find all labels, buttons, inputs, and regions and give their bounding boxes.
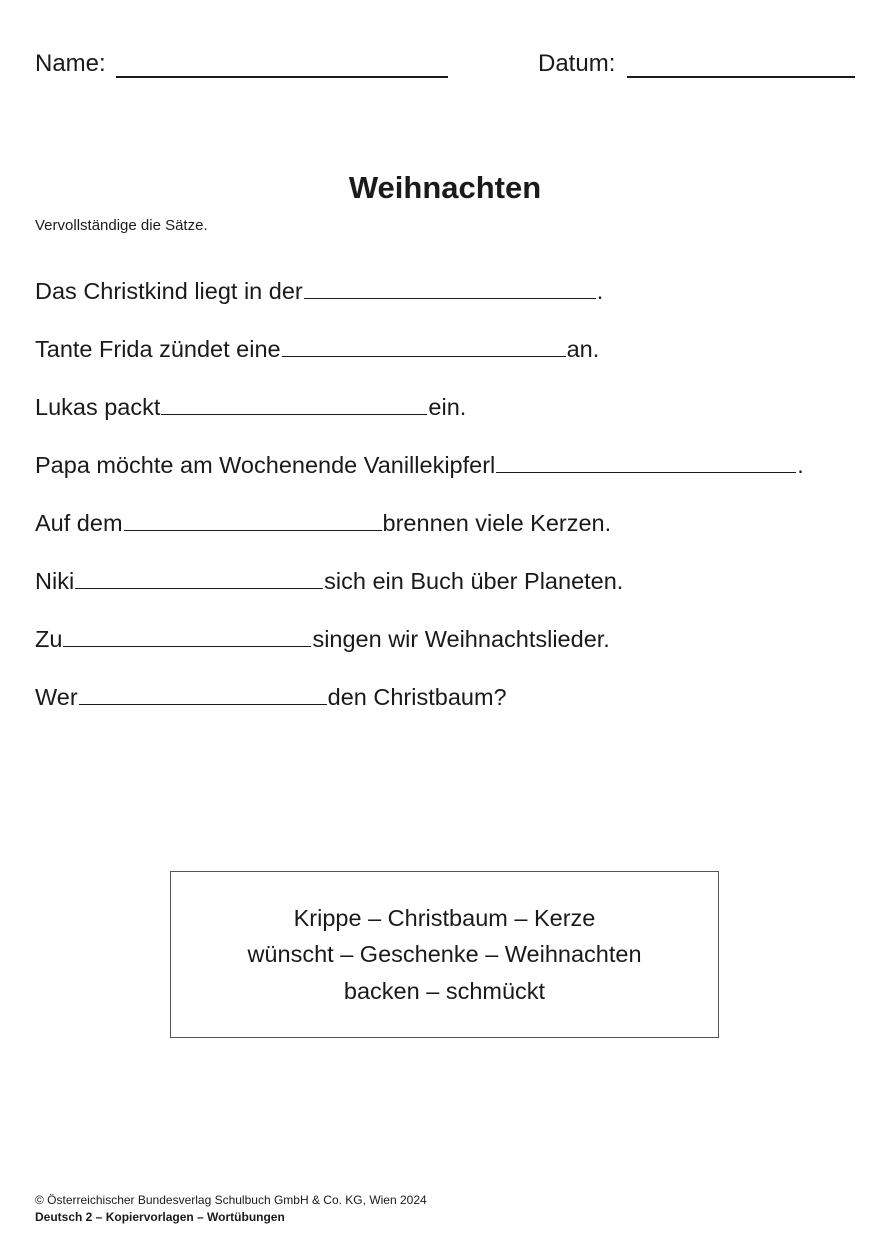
answer-blank-7[interactable] [63, 645, 311, 647]
date-label: Datum: [538, 50, 616, 77]
sentence-text-before: Wer [35, 684, 78, 710]
sentence-text-after: singen wir Weihnachtslieder. [312, 626, 610, 652]
sentence-text-before: Papa möchte am Wochenende Vanillekipferl [35, 452, 496, 478]
sentence-text-before: Zu [35, 626, 63, 652]
name-field[interactable] [116, 76, 448, 78]
sentence-text-before: Das Christkind liegt in der [35, 278, 303, 304]
sentence-text-after: den Christbaum? [327, 684, 507, 710]
sentence-text-before: Niki [35, 568, 75, 594]
footer-series: Deutsch 2 – Kopiervorlagen – Wortübungen [35, 1210, 285, 1224]
sentence-2 [35, 336, 599, 363]
word-bank-line: backen – schmückt [343, 977, 546, 1004]
answer-blank-1[interactable] [304, 297, 596, 299]
sentence-text-before: Lukas packt [35, 394, 161, 420]
answer-blank-5[interactable] [124, 529, 382, 531]
sentence-1 [35, 278, 603, 305]
answer-blank-8[interactable] [79, 703, 327, 705]
word-bank-line: Krippe – Christbaum – Kerze [293, 904, 596, 931]
sentence-6 [35, 568, 623, 595]
footer-copyright: © Österreichischer Bundesverlag Schulbuch GmbH & Co. KG, Wien 2024 [35, 1193, 427, 1207]
date-field[interactable] [627, 76, 855, 78]
worksheet-instruction: Vervollständige die Sätze. [35, 217, 208, 234]
sentence-5 [35, 510, 611, 537]
sentence-text-before: Tante Frida zündet eine [35, 336, 281, 362]
word-bank-box [170, 871, 719, 1038]
sentence-text-after: sich ein Buch über Planeten. [324, 568, 624, 594]
sentence-3 [35, 394, 466, 421]
name-label: Name: [35, 50, 106, 77]
sentence-4 [35, 452, 804, 479]
sentence-text-after: ein. [428, 394, 467, 420]
answer-blank-2[interactable] [282, 355, 566, 357]
sentence-8 [35, 684, 507, 711]
word-bank-line: wünscht – Geschenke – Weihnachten [247, 941, 642, 968]
worksheet-title: Weihnachten [348, 170, 542, 205]
answer-blank-6[interactable] [75, 587, 323, 589]
sentence-text-before: Auf dem [35, 510, 123, 536]
sentence-7 [35, 626, 610, 653]
sentence-text-after: . [596, 278, 604, 304]
answer-blank-4[interactable] [496, 471, 796, 473]
answer-blank-3[interactable] [161, 413, 427, 415]
sentence-text-after: . [797, 452, 804, 478]
sentence-text-after: an. [566, 336, 600, 362]
sentence-text-after: brennen viele Kerzen. [382, 510, 612, 536]
